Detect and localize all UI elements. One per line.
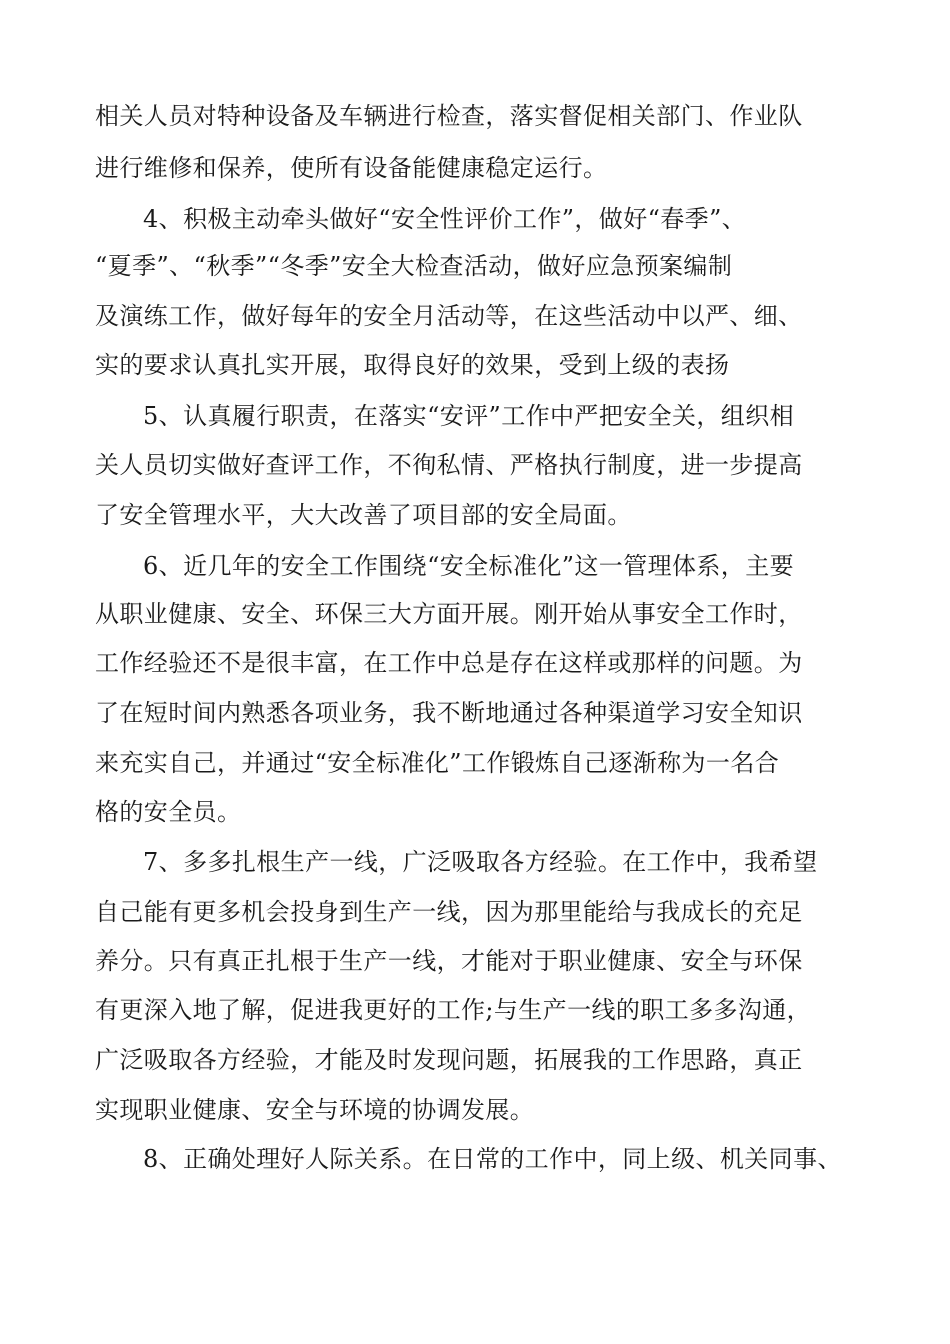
text-line: 关人员切实做好查评工作，不徇私情、严格执行制度，进一步提高 bbox=[95, 451, 803, 479]
text-line: 相关人员对特种设备及车辆进行检查，落实督促相关部门、作业队 bbox=[95, 102, 803, 130]
text-line: “夏季”、“秋季”“冬季”安全大检查活动，做好应急预案编制 bbox=[95, 252, 733, 280]
text-line: 广泛吸取各方经验，才能及时发现问题，拓展我的工作思路，真正 bbox=[95, 1046, 803, 1074]
paragraph-start-line: 7、多多扎根生产一线，广泛吸取各方经验。在工作中，我希望 bbox=[143, 848, 818, 876]
text-line: 自己能有更多机会投身到生产一线，因为那里能给与我成长的充足 bbox=[95, 898, 803, 926]
text-line: 工作经验还不是很丰富，在工作中总是存在这样或那样的问题。为 bbox=[95, 649, 803, 677]
text-line: 来充实自己，并通过“安全标准化”工作锻炼自己逐渐称为一名合 bbox=[95, 749, 780, 777]
paragraph-start-line: 4、积极主动牵头做好“安全性评价工作”，做好“春季”、 bbox=[143, 205, 747, 233]
text-line: 实的要求认真扎实开展，取得良好的效果，受到上级的表扬 bbox=[95, 351, 730, 379]
text-line: 有更深入地了解，促进我更好的工作;与生产一线的职工多多沟通， bbox=[95, 996, 812, 1024]
text-line: 及演练工作，做好每年的安全月活动等，在这些活动中以严、细、 bbox=[95, 302, 803, 330]
text-line: 进行维修和保养，使所有设备能健康稳定运行。 bbox=[95, 154, 608, 182]
paragraph-start-line: 8、正确处理好人际关系。在日常的工作中，同上级、机关同事、 bbox=[143, 1145, 842, 1173]
paragraph-start-line: 6、近几年的安全工作围绕“安全标准化”这一管理体系，主要 bbox=[143, 552, 795, 580]
text-line: 从职业健康、安全、环保三大方面开展。刚开始从事安全工作时， bbox=[95, 600, 803, 628]
text-line: 了安全管理水平，大大改善了项目部的安全局面。 bbox=[95, 501, 632, 529]
text-line: 实现职业健康、安全与环境的协调发展。 bbox=[95, 1096, 535, 1124]
text-line: 了在短时间内熟悉各项业务，我不断地通过各种渠道学习安全知识 bbox=[95, 699, 803, 727]
text-line: 养分。只有真正扎根于生产一线，才能对于职业健康、安全与环保 bbox=[95, 947, 803, 975]
paragraph-start-line: 5、认真履行职责，在落实“安评”工作中严把安全关，组织相 bbox=[143, 402, 795, 430]
text-line: 格的安全员。 bbox=[95, 798, 242, 826]
